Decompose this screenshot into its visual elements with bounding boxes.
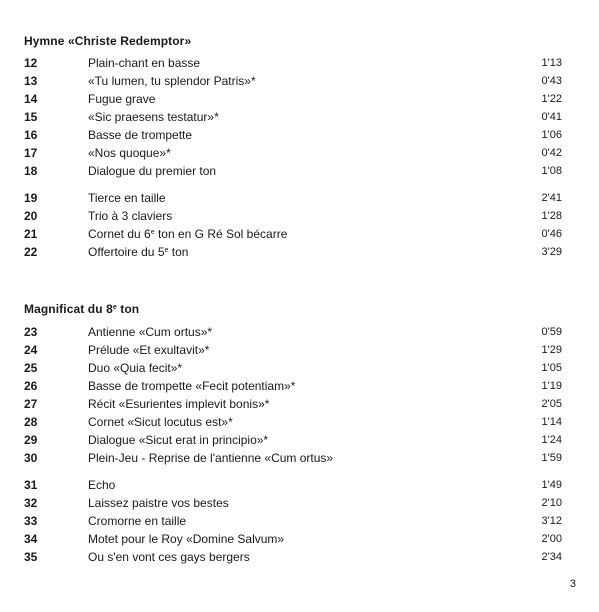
track-duration: 1'29 <box>541 344 562 356</box>
track-number: 21 <box>24 227 38 241</box>
track-duration: 3'29 <box>541 246 562 258</box>
track-title: Plain-chant en basse <box>88 56 201 70</box>
track-duration: 0'41 <box>541 111 562 123</box>
track-number: 32 <box>24 496 38 510</box>
track-title: «Nos quoque»* <box>88 146 171 160</box>
track-title: Basse de trompette <box>88 128 193 142</box>
track-number: 14 <box>24 92 38 106</box>
track-number: 19 <box>24 191 38 205</box>
track-row <box>0 162 599 180</box>
track-duration: 1'08 <box>541 165 562 177</box>
track-title: Motet pour le Roy «Domine Salvum» <box>88 532 285 546</box>
track-duration: 2'34 <box>541 551 562 563</box>
track-row <box>0 449 599 467</box>
track-number: 15 <box>24 110 38 124</box>
track-duration: 2'10 <box>541 497 562 509</box>
track-title: Antienne «Cum ortus»* <box>88 325 213 339</box>
track-row <box>0 90 599 108</box>
track-number: 31 <box>24 478 38 492</box>
track-row <box>0 476 599 494</box>
track-duration: 1'22 <box>541 93 562 105</box>
track-row <box>0 54 599 72</box>
track-number: 30 <box>24 451 38 465</box>
track-number: 25 <box>24 361 38 375</box>
track-title: Dialogue du premier ton <box>88 164 217 178</box>
track-number: 22 <box>24 245 38 259</box>
track-title: Ou s'en vont ces gays bergers <box>88 550 250 564</box>
track-number: 24 <box>24 343 38 357</box>
track-duration: 1'13 <box>541 57 562 69</box>
track-row <box>0 144 599 162</box>
track-title: Laissez paistre vos bestes <box>88 496 229 510</box>
track-title: Basse de trompette «Fecit potentiam»* <box>88 379 296 393</box>
track-duration: 1'24 <box>541 434 562 446</box>
track-title: Offertoire du 5e ton <box>88 245 189 259</box>
track-row <box>0 243 599 261</box>
section-title: Magnificat du 8e ton <box>24 302 140 316</box>
track-row <box>0 431 599 449</box>
track-duration: 1'19 <box>541 380 562 392</box>
track-row <box>0 207 599 225</box>
track-duration: 0'43 <box>541 75 562 87</box>
track-title: Tierce en taille <box>88 191 166 205</box>
track-row <box>0 530 599 548</box>
track-number: 16 <box>24 128 38 142</box>
track-number: 18 <box>24 164 38 178</box>
track-number: 33 <box>24 514 38 528</box>
track-number: 12 <box>24 56 38 70</box>
track-row <box>0 377 599 395</box>
track-number: 27 <box>24 397 38 411</box>
track-title: Cromorne en taille <box>88 514 187 528</box>
track-duration: 0'46 <box>541 228 562 240</box>
track-number: 28 <box>24 415 38 429</box>
track-row <box>0 413 599 431</box>
track-duration: 2'41 <box>541 192 562 204</box>
track-row <box>0 341 599 359</box>
track-number: 35 <box>24 550 38 564</box>
track-row <box>0 359 599 377</box>
track-title: Echo <box>88 478 116 492</box>
track-title: Plein-Jeu - Reprise de l'antienne «Cum ortus» <box>88 451 334 465</box>
track-duration: 0'42 <box>541 147 562 159</box>
track-title: Duo «Quia fecit»* <box>88 361 183 375</box>
track-row <box>0 225 599 243</box>
track-title: Cornet «Sicut locutus est»* <box>88 415 233 429</box>
track-title: Dialogue «Sicut erat in principio»* <box>88 433 269 447</box>
track-duration: 1'14 <box>541 416 562 428</box>
track-title: Cornet du 6e ton en G Ré Sol bécarre <box>88 227 288 241</box>
track-title: Prélude «Et exultavit»* <box>88 343 210 357</box>
track-number: 20 <box>24 209 38 223</box>
track-title: Fugue grave <box>88 92 156 106</box>
track-duration: 1'59 <box>541 452 562 464</box>
track-duration: 1'06 <box>541 129 562 141</box>
track-row <box>0 395 599 413</box>
track-row <box>0 108 599 126</box>
track-duration: 1'49 <box>541 479 562 491</box>
track-title: «Sic praesens testatur»* <box>88 110 219 124</box>
track-number: 26 <box>24 379 38 393</box>
track-title: Trio à 3 claviers <box>88 209 173 223</box>
track-number: 13 <box>24 74 38 88</box>
track-number: 17 <box>24 146 38 160</box>
track-duration: 0'59 <box>541 326 562 338</box>
track-number: 34 <box>24 532 38 546</box>
track-row <box>0 126 599 144</box>
track-duration: 2'00 <box>541 533 562 545</box>
track-title: Récit «Esurientes implevit bonis»* <box>88 397 270 411</box>
track-row <box>0 494 599 512</box>
track-duration: 3'12 <box>541 515 562 527</box>
page-number: 3 <box>569 578 576 590</box>
track-number: 23 <box>24 325 38 339</box>
track-duration: 1'28 <box>541 210 562 222</box>
track-title: «Tu lumen, tu splendor Patris»* <box>88 74 256 88</box>
track-duration: 1'05 <box>541 362 562 374</box>
track-row <box>0 512 599 530</box>
track-duration: 2'05 <box>541 398 562 410</box>
track-row <box>0 323 599 341</box>
track-number: 29 <box>24 433 38 447</box>
section-title: Hymne «Christe Redemptor» <box>24 34 192 48</box>
track-row <box>0 72 599 90</box>
track-row <box>0 189 599 207</box>
track-row <box>0 548 599 566</box>
